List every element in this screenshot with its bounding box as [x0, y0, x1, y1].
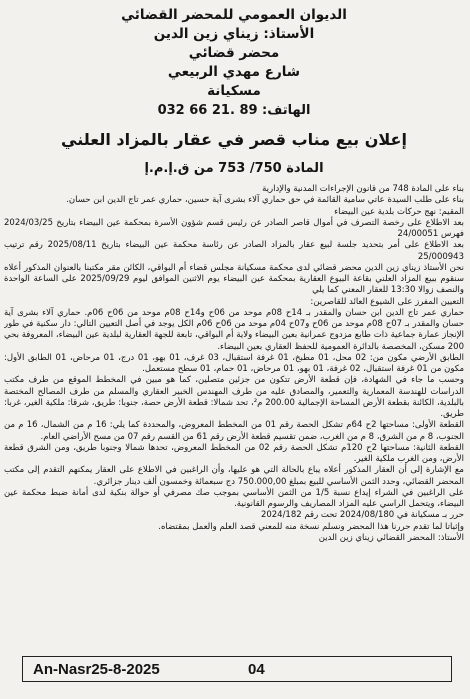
- body-paragraph: حماري عمر تاج الدين ابن حسان والمقدر بـ 14ح 08م موحد من 06ح و14ح 08م موحد من 06ح 06م. حماري آلاء بشرى آية حسان والمقدر بـ 07ح 08م موحد من 06ح و07ح 04م موحد من 06ح 06م الكل يوجد في أصل التعيين التالي: دار سكنية في طور الإنجاز عمارة جماعية ذات طابع مزدوج عمرانية بعين البيضاء ولاية أم البواقي، تابعة للجهة العقارية لبلدية عين البيضاء، المعروفة بحي 200 مسكن، المخصصة بالدائرة العمومية للحفظ العقاري بعين البيضاء.: [4, 307, 464, 352]
- office-header: [4, 6, 464, 120]
- body-paragraph: بعد الاطلاع على أمر بتحديد جلسة لبيع عقار بالمزاد الصادر عن رئاسة محكمة عين البيضاء بتاريخ 2025/08/11 رقم ترتيب 25/000943: [4, 240, 464, 262]
- office-street: شارع مهدي الربيعي: [167, 64, 301, 80]
- newspaper-footer: [22, 656, 452, 682]
- bailiff-name: الأستاذ: زيناي زين الدين: [153, 26, 315, 42]
- announcement-body: [4, 184, 464, 642]
- office-phone: الهاتف: 89 .21 66 032: [157, 103, 311, 118]
- body-paragraph: الأستاذ: المحضر القضائي زيناي زين الدين: [318, 532, 464, 543]
- body-paragraph: بعد الاطلاع على رخصة التصرف في أموال قاصر الصادر عن رئيس قسم شؤون الأسرة بمحكمة عين البيضاء بتاريخ 2024/03/25 فهرس 24/00051: [4, 217, 464, 239]
- body-paragraph: حرر بـ مسكيانة في 2024/08/180 تحت رقم 2024/182: [260, 510, 464, 521]
- body-paragraph: مع الإشارة إلى أن العقار المذكور أعلاه يباع بالحالة التي هو عليها، وأن الراغبين في الاطلاع على العقار يمكنهم التقدم إلى مكتب المحضر القضائي، وحدد الثمن الأساسي للبيع بمبلغ 750.000,00 دج سبعمائة وخمسون ألف دينار جزائري.: [4, 465, 464, 487]
- legal-reference: المادة 750/ 753 من ق.إ.م.إ: [144, 161, 324, 176]
- body-paragraph: القطعة الثانية: مساحتها 2ح 120م تشكل الحصة رقم 02 من المخطط المعروض، تحدها شمالا وجنوبا طريق، ومن الشرق قطعة الأرض، ومن الغرب ملكية الغير.: [4, 442, 464, 464]
- announcement-page: [4, 4, 464, 694]
- office-name: الديوان العمومي للمحضر القضائي: [121, 7, 347, 23]
- body-paragraph: القطعة الأولى: مساحتها 2ح 64م تشكل الحصة رقم 01 من المخطط المعروض، والمحددة كما يلي: 16 م من الشمال، 16 م من الجنوب، 8 م من الشرق، 8 م من الغرب، ضمن تقسيم قطعة الأرض رقم 61 من القسم رقم 07 من مسح الأراضي العام.: [4, 420, 464, 442]
- office-role: محضر قضائي: [188, 45, 280, 61]
- body-paragraph: على الراغبين في الشراء إيداع نسبة 1/5 من الثمن الأساسي بموجب صك مصرفي أو حوالة بنكية لدى أمانة ضبط محكمة عين البيضاء، ويتحمل الراسي عليه المزاد المصاريف والرسوم القانونية.: [4, 487, 464, 509]
- body-paragraph: وحسب ما جاء في الشهادة، فإن قطعة الأرض تتكون من جزئين متصلين، كما هو مبين في المخطط الموقع من طرف مكتب الدراسات للهندسة المعمارية والتعمير، والمصادق عليه من طرف المهندس الخبير العقاري والمسلم من طرف المصالح المختصة بالبلدية، الكائنة بقطعة الأرض المساحة الإجمالية 200.00 م²، تحد شمالا: قطعة الأرض حصة، جنوبا: طريق، شرقا: ملكية الغير، غربا: طريق.: [4, 375, 464, 419]
- office-city: مسكيانة: [207, 83, 261, 99]
- body-paragraph: بناء على المادة 748 من قانون الإجراءات المدنية والإدارية: [262, 184, 464, 194]
- body-paragraph: بناء على طلب السيدة عاتي سامية القائمة في حق حماري آلاء بشرى آية حسين، حماري عمر تاج الدين ابن حسان.: [66, 195, 464, 206]
- page-number: 04: [248, 660, 265, 678]
- announcement-title: إعلان بيع مناب قصر في عقار بالمزاد العلني: [61, 130, 407, 149]
- body-paragraph: نحن الأستاذ زيناي زين الدين محضر قضائي لدى محكمة مسكيانة مجلس قضاء أم البواقي، الكائن مقر مكتبنا بالعنوان المذكور أعلاه سنقوم ببيع المزاد العلني بقاعة البيوع العقارية بمحكمة عين البيضاء يوم الاثنين الموافق ليوم 2025/09/29 على الساعة الواحدة والنصف زوالا 13:30 للعقار المعني كما يلي: [4, 262, 464, 296]
- body-paragraph: التعيين المفرز على الشيوع العائد للقاصرين:: [310, 296, 464, 307]
- body-paragraph: وإثباتا لما تقدم حررنا هذا المحضر ونسلم نسخة منه للمعني قصد العلم والعمل بمقتضاه.: [158, 521, 464, 532]
- publication-date: An-Nasr25-8-2025: [33, 660, 160, 678]
- body-paragraph: الطابق الأرضي مكون من: 02 محل، 01 مطبخ، 01 غرفة استقبال، 03 غرف، 01 بهو، 01 درج، 01 مرحاض، 01 الطابق الأول: مكون من 01 غرفة استقبال، 02 غرفة، 01 بهو، 01 مرحاض، 01 حمام، 01 سطح مستعمل.: [4, 352, 464, 374]
- body-paragraph: المقيم: نهج حركات بلدية عين البيضاء: [334, 206, 464, 217]
